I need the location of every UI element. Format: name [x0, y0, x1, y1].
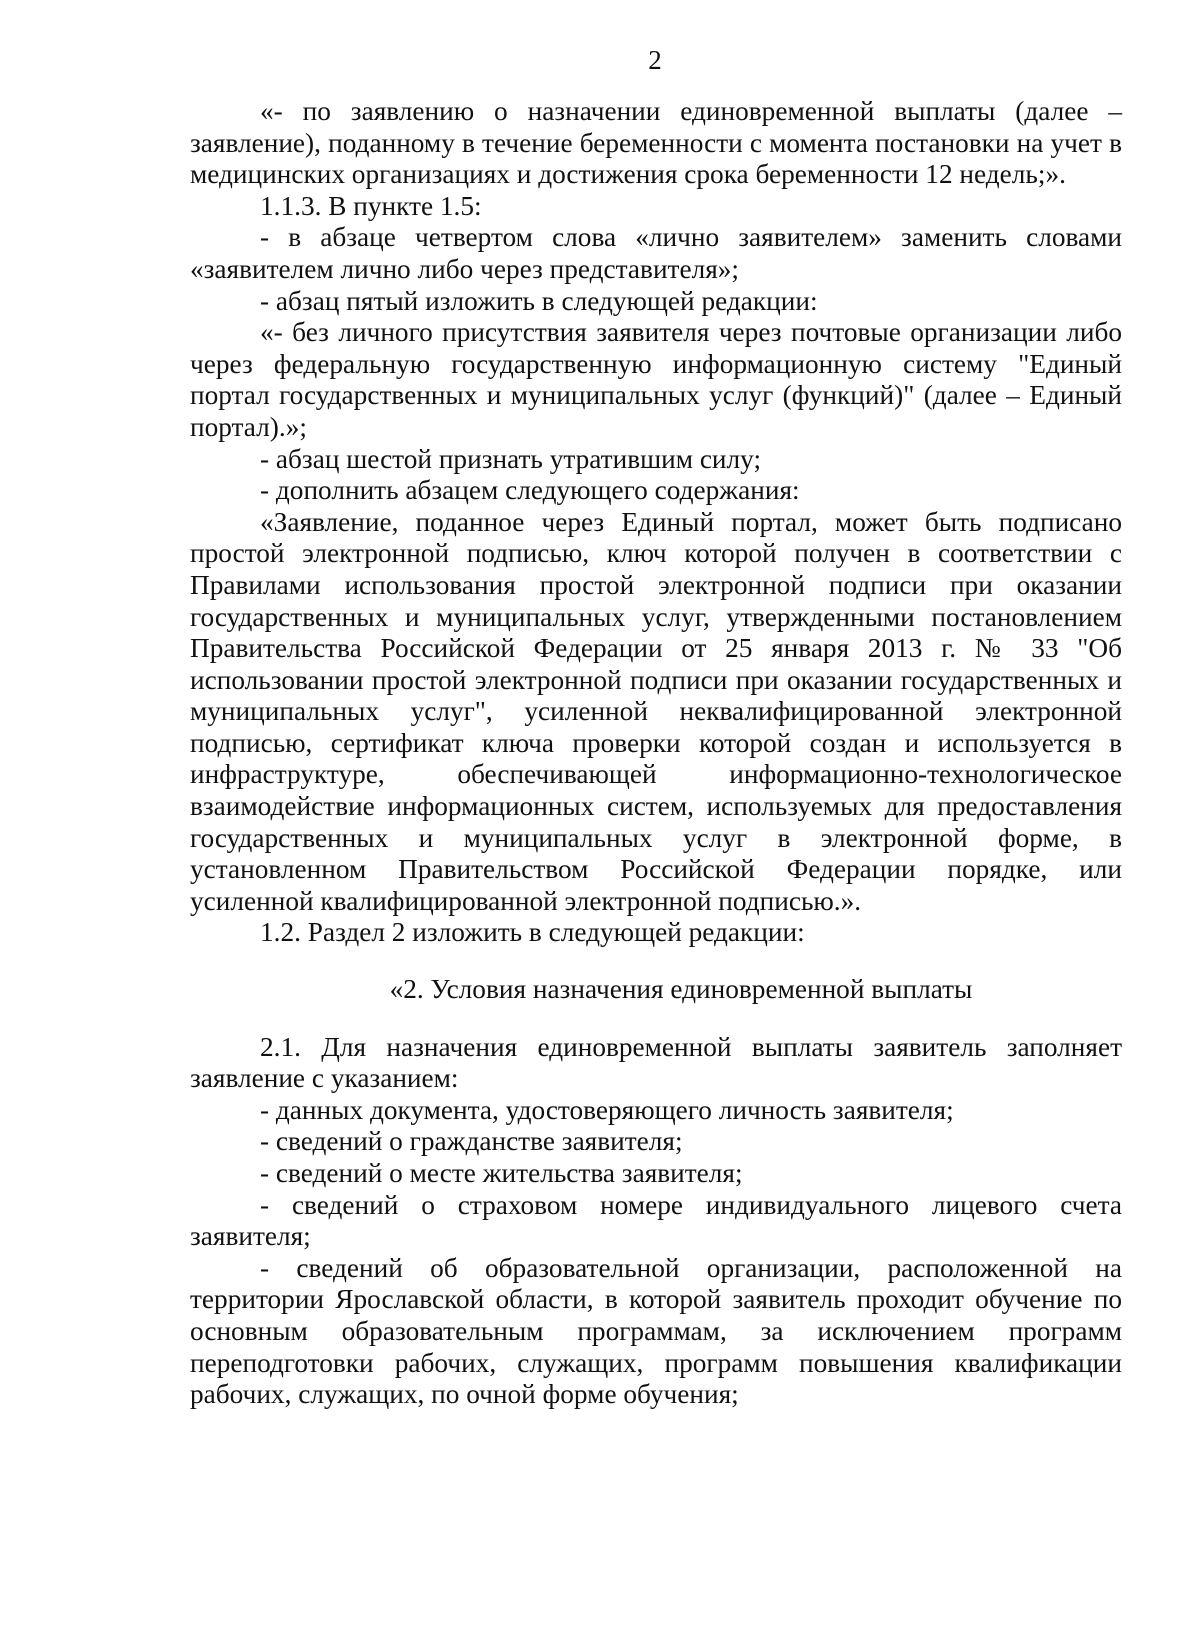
paragraph: «- по заявлению о назначении единовременной выплаты (далее – заявление), поданному в течение беременности с момента постановки на учет в медицинских организациях и достижения срока беременности 12 недель;». — [190, 96, 1122, 190]
document-body — [190, 96, 1122, 1411]
paragraph: - сведений о гражданстве заявителя; — [260, 1126, 683, 1157]
paragraph: - дополнить абзацем следующего содержания: — [260, 475, 800, 506]
paragraph: - сведений о страховом номере индивидуального лицевого счета заявителя; — [190, 1189, 1122, 1252]
paragraph: - в абзаце четвертом слова «лично заявителем» заменить словами «заявителем лично либо через представителя»; — [190, 222, 1122, 284]
paragraph: 1.1.3. В пункте 1.5: — [260, 190, 482, 221]
paragraph: - сведений о месте жительства заявителя; — [260, 1158, 743, 1188]
paragraph: - абзац пятый изложить в следующей редакции: — [260, 285, 818, 316]
paragraph: «Заявление, поданное через Единый портал, может быть подписано простой электронной подписью, ключ которой получен в соответствии с Правилами использования простой электронной подписи при оказании государственных и муниципальных услуг, утвержденными постановлением Правительства Российской Федерации от 25 января 2013 г. № 33 "Об использовании простой электронной подписи при оказании государственных и муниципальных услуг", усиленной неквалифицированной электронной подписью, сертификат ключа проверки которой создан и используется в инфраструктуре, обеспечивающей информационно-технологическое взаимодействие информационных систем, используемых для предоставления государственных и муниципальных услуг в электронной форме, в установленном Правительством Российской Федерации порядке, или усиленной квалифицированной электронной подписью.». — [190, 506, 1122, 916]
page-number: 2 — [648, 45, 662, 75]
section-heading: «2. Условия назначения единовременной выплаты — [389, 974, 973, 1005]
paragraph: - абзац шестой признать утратившим силу; — [260, 443, 762, 474]
paragraph: - данных документа, удостоверяющего личность заявителя; — [260, 1094, 954, 1125]
paragraph: - сведений об образовательной организации, расположенной на территории Ярославской области, в которой заявитель проходит обучение по основным образовательным программам, за исключением программ переподготовки рабочих, служащих, программ повышения квалификации рабочих, служащих, по очной форме обучения; — [190, 1252, 1122, 1410]
paragraph: 2.1. Для назначения единовременной выплаты заявитель заполняет заявление с указанием: — [190, 1031, 1122, 1094]
paragraph: «- без личного присутствия заявителя через почтовые организации либо через федеральную государственную информационную систему "Единый портал государственных и муниципальных услуг (функций)" (далее – Единый портал).»; — [190, 317, 1122, 442]
paragraph: 1.2. Раздел 2 изложить в следующей редакции: — [260, 917, 805, 948]
